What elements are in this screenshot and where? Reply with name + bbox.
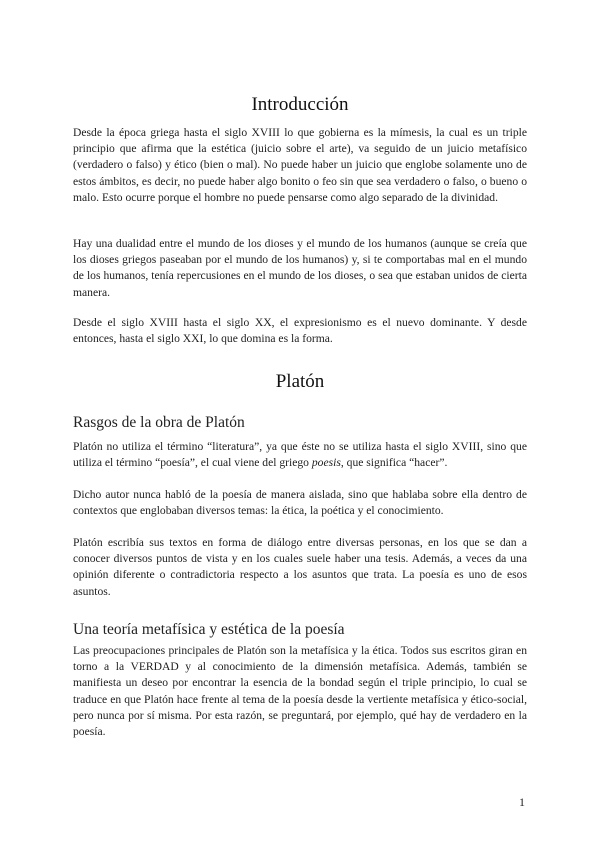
intro-p3: Desde el siglo XVIII hasta el siglo XX, el expresionismo es el nuevo dominante. Y desde entonces, hasta el siglo XXI, lo que domina es la forma. [73, 316, 527, 346]
section1-p3: Platón escribía sus textos en forma de diálogo entre diversas personas, en los que se dan a conocer diversos puntos de vista y en los cuales suele haber una tesis. Además, a veces da una opinión diferente o contradictoria respecto a los asuntos que trata. La poesía es uno de esos asuntos. [73, 536, 527, 598]
section1-p1 [73, 439, 527, 471]
section1-paragraph-2 [73, 487, 527, 519]
section2-heading-block [73, 620, 527, 640]
intro-paragraph-1 [73, 125, 527, 206]
section2-heading: Una teoría metafísica y estética de la poesía [73, 621, 345, 638]
section2-p1: Las preocupaciones principales de Platón son la metafísica y la ética. Todos sus escritos giran en torno a la VERDAD y al conocimiento de la dimensión metafísica. Además, también se manifiesta un deseo por encontrar la esencia de la bondad según el triple principio, lo cual se traduce en que Platón hace frente al tema de la poesía desde la vertiente metafísica y ético-social, pero nunca por sí misma. Por esta razón, se preguntará, por ejemplo, qué hay de verdadero en la poesía. [73, 644, 527, 739]
intro-p2: Hay una dualidad entre el mundo de los dioses y el mundo de los humanos (aunque se creía que los dioses griegos paseaban por el mundo de los humanos) y, si te comportabas mal en el mundo de los humanos, tenía repercusiones en el mundo de los dioses, o sea que estaban unidos de cierta manera. [73, 237, 527, 299]
section1-p1-italic: poesis [311, 456, 341, 470]
intro-paragraph-2 [73, 236, 527, 301]
intro-title: Introducción [251, 94, 349, 115]
section1-heading-block [73, 413, 527, 433]
section1-paragraph-3 [73, 535, 527, 600]
section1-p1-text-a: Platón no utiliza el término “literatura”, ya que éste no se utiliza hasta el siglo XVIII, sino que utiliza el término “poesía”, el cual viene del griego [73, 440, 527, 470]
page-number: 1 [519, 795, 525, 809]
section1-heading: Rasgos de la obra de Platón [73, 414, 245, 431]
intro-title-block [73, 93, 527, 117]
intro-p1: Desde la época griega hasta el siglo XVIII lo que gobierna es la mímesis, la cual es un triple principio que afirma que la estética (juicio sobre el arte), va seguido de un juicio metafísico (verdadero o falso) y ético (bien o mal). No puede haber un juicio que englobe solamente uno de estos ámbitos, es decir, no puede haber algo bonito o feo sin que sea verdadero o falso, o bueno o malo. Esto ocurre porque el hombre no puede pensarse como algo separado de la divinidad. [73, 126, 527, 204]
intro-paragraph-3 [73, 315, 527, 347]
section1-paragraph-1 [73, 439, 527, 471]
section1-p1-text-b: , que significa “hacer”. [340, 456, 448, 470]
section1-p2: Dicho autor nunca habló de la poesía de manera aislada, sino que hablaba sobre ella dentro de contextos que englobaban diversos temas: la ética, la poética y el conocimiento. [73, 488, 527, 518]
section2-paragraph-1 [73, 643, 527, 740]
platon-title: Platón [275, 371, 325, 392]
platon-title-block [73, 370, 527, 394]
